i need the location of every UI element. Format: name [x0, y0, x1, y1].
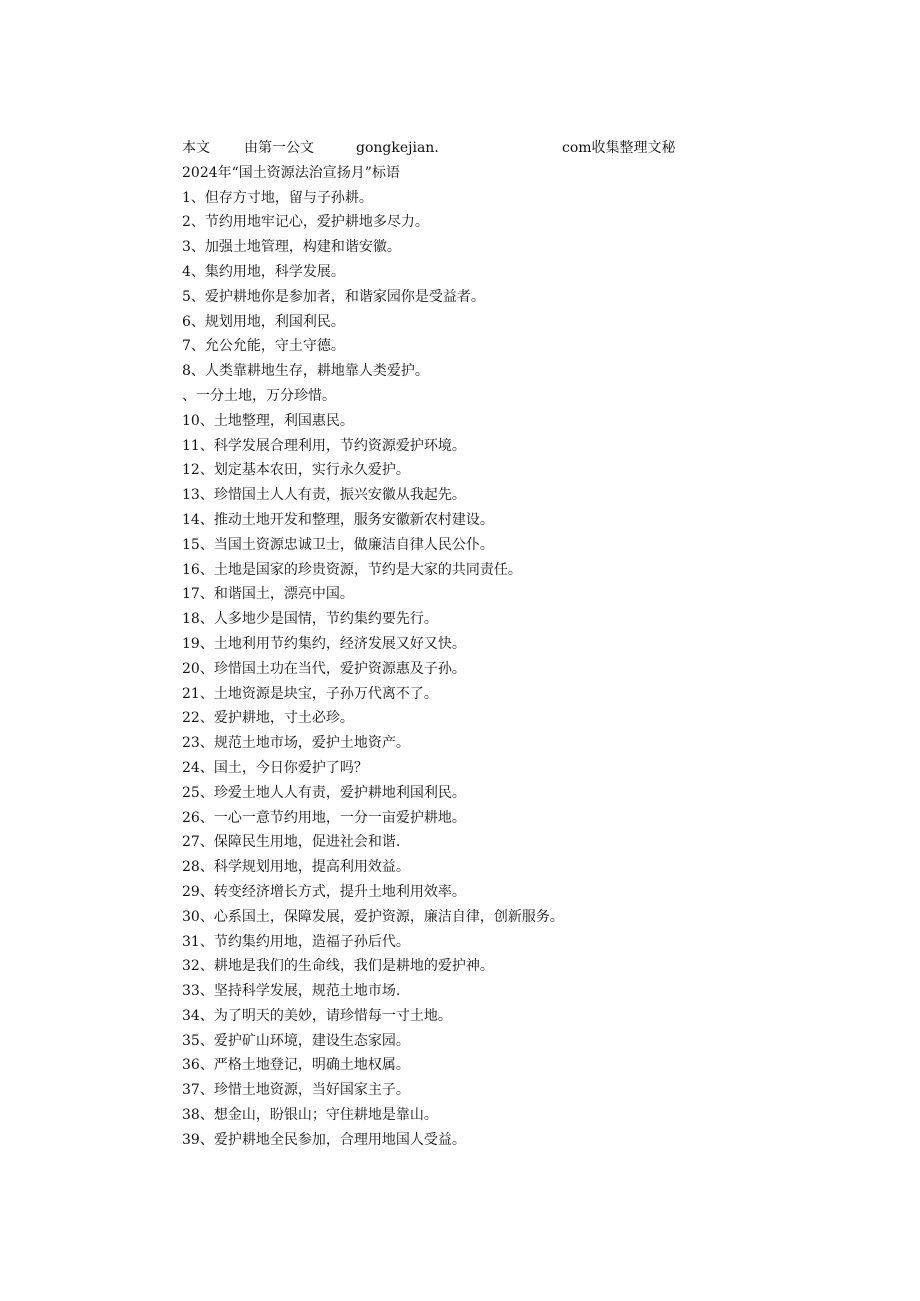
slogan-item: 36、严格土地登记，明确土地权属。 [182, 1057, 410, 1074]
source-header [182, 136, 702, 161]
slogan-item: 10、土地整理，利国惠民。 [182, 412, 354, 429]
slogan-item: 2、节约用地牢记心，爱护耕地多尽力。 [182, 214, 429, 231]
slogan-item: 19、土地利用节约集约，经济发展又好又快。 [182, 635, 466, 652]
slogan-item: 11、科学发展合理利用，节约资源爱护环境。 [182, 437, 466, 454]
slogan-item: 31、节约集约用地，造福子孙后代。 [182, 933, 410, 950]
slogan-item: 12、划定基本农田，实行永久爱护。 [182, 462, 410, 479]
document-body [182, 136, 702, 1153]
slogan-item: 1、但存方寸地，留与子孙耕。 [182, 189, 373, 206]
slogan-item: 35、爱护矿山环境，建设生态家园。 [182, 1032, 410, 1049]
slogan-item: 38、想金山，盼银山；守住耕地是靠山。 [182, 1107, 438, 1124]
slogan-item: 21、土地资源是块宝，子孙万代离不了。 [182, 685, 438, 702]
slogan-item: 15、当国土资源忠诚卫士，做廉洁自律人民公仆。 [182, 536, 494, 553]
slogan-item: 25、珍爱土地人人有责，爱护耕地利国利民。 [182, 784, 466, 801]
slogan-item: 27、保障民生用地，促进社会和谐. [182, 834, 401, 851]
slogan-item: 30、心系国土，保障发展，爱护资源，廉洁自律，创新服务。 [182, 908, 564, 925]
slogan-item: 、一分土地，万分珍惜。 [182, 387, 336, 404]
source-header-part: com收集整理文秘 [562, 140, 676, 156]
slogan-item: 37、珍惜土地资源，当好国家主子。 [182, 1082, 410, 1099]
slogan-item: 7、允公允能，守土守德。 [182, 338, 345, 355]
slogan-item: 16、土地是国家的珍贵资源，节约是大家的共同责任。 [182, 561, 522, 578]
slogan-item: 5、爱护耕地你是参加者，和谐家园你是受益者。 [182, 288, 485, 305]
slogan-item: 34、为了明天的美妙，请珍惜每一寸土地。 [182, 1007, 452, 1024]
source-header-part: 由第一公文 [244, 140, 314, 156]
slogan-item: 33、坚持科学发展，规范土地市场. [182, 983, 401, 1000]
slogan-item: 13、珍惜国土人人有责，振兴安徽从我起先。 [182, 487, 466, 504]
slogan-item: 6、规划用地，利国利民。 [182, 313, 345, 330]
slogan-item: 20、珍惜国土功在当代，爱护资源惠及子孙。 [182, 660, 466, 677]
slogan-item: 8、人类靠耕地生存，耕地靠人类爱护。 [182, 363, 429, 380]
slogan-item: 28、科学规划用地，提高利用效益。 [182, 859, 410, 876]
source-header-part: 本文 [182, 140, 210, 156]
document-title: 2024年“国土资源法治宣扬月”标语 [182, 164, 400, 181]
slogan-item: 4、集约用地，科学发展。 [182, 263, 345, 280]
slogan-item: 3、加强土地管理，构建和谐安徽。 [182, 239, 401, 256]
slogan-item: 14、推动土地开发和整理，服务安徽新农村建设。 [182, 511, 494, 528]
slogan-item: 29、转变经济增长方式，提升土地利用效率。 [182, 883, 466, 900]
source-header-part: gongkejian. [356, 140, 439, 156]
slogan-item: 39、爱护耕地全民参加，合理用地国人受益。 [182, 1131, 466, 1148]
slogan-item: 32、耕地是我们的生命线，我们是耕地的爱护神。 [182, 958, 494, 975]
slogan-item: 18、人多地少是国情，节约集约要先行。 [182, 611, 438, 628]
slogan-item: 24、国土，今日你爱护了吗？ [182, 759, 368, 776]
slogan-item: 23、规范土地市场，爱护土地资产。 [182, 735, 410, 752]
slogan-item: 26、一心一意节约用地，一分一亩爱护耕地。 [182, 809, 466, 826]
slogan-list [182, 186, 702, 1153]
slogan-item: 17、和谐国土，漂亮中国。 [182, 586, 354, 603]
slogan-item: 22、爱护耕地，寸土必珍。 [182, 710, 354, 727]
